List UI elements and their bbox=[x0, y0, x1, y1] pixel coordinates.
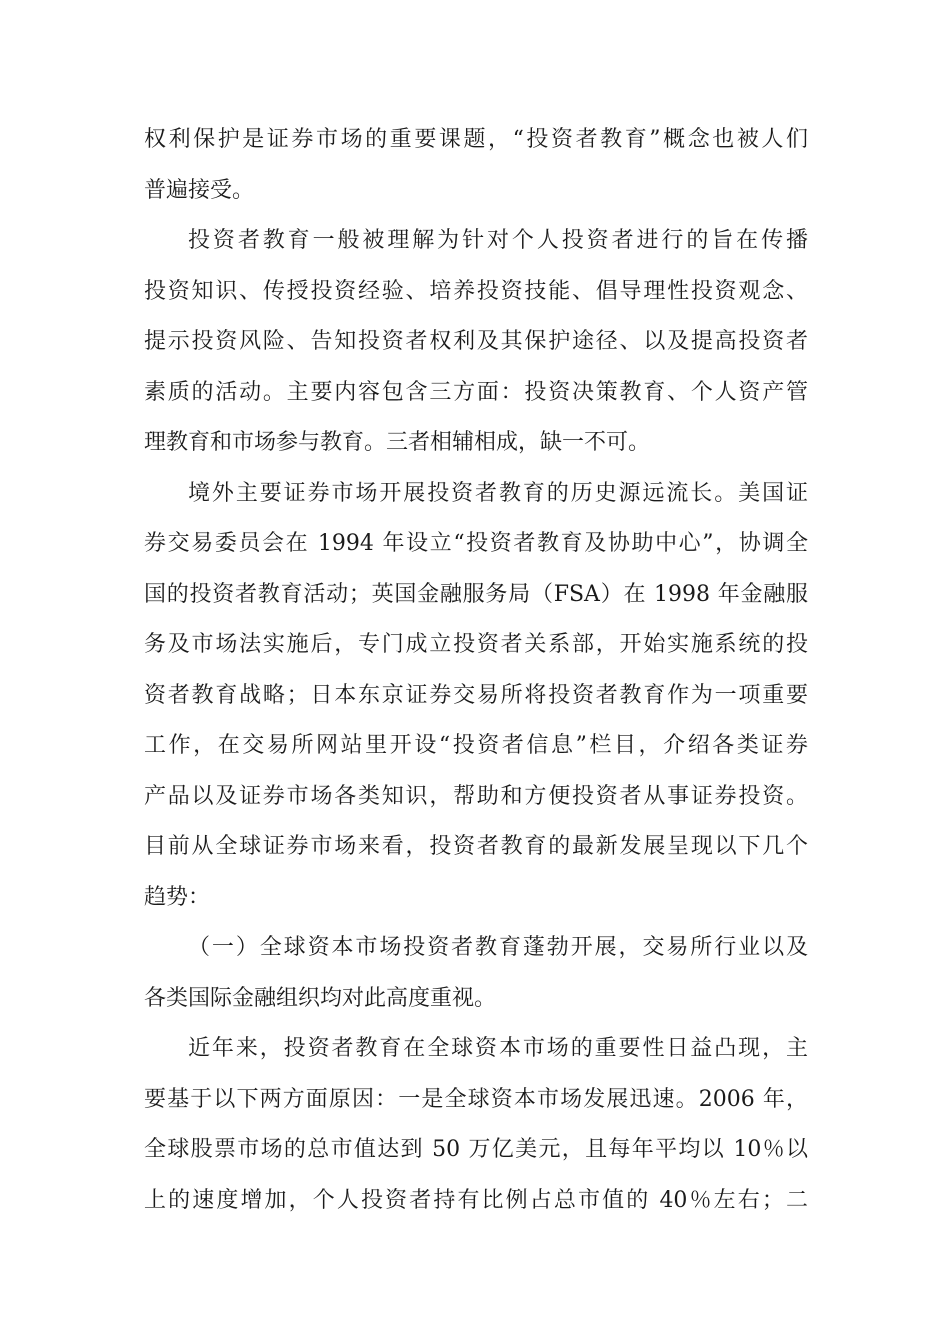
text-line: （一）全球资本市场投资者教育蓬勃开展，交易所行业以及 bbox=[188, 935, 808, 960]
text-line: 投资者教育一般被理解为针对个人投资者进行的旨在传播 bbox=[188, 228, 808, 253]
text-line: 全球股票市场的总市值达到 50 万亿美元，且每年平均以 10％以 bbox=[144, 1137, 808, 1162]
text-line: 素质的活动。主要内容包含三方面：投资决策教育、个人资产管 bbox=[144, 379, 808, 405]
text-line: 务及市场法实施后，专门成立投资者关系部，开始实施系统的投 bbox=[144, 632, 808, 657]
text-line: 投资知识、传授投资经验、培养投资技能、倡导理性投资观念、 bbox=[144, 278, 808, 304]
text-line: 各类国际金融组织均对此高度重视。 bbox=[144, 985, 497, 1011]
body-text bbox=[144, 115, 808, 1226]
text-line: 趋势： bbox=[144, 884, 211, 910]
text-line: 券交易委员会在 1994 年设立“投资者教育及协助中心”，协调全 bbox=[144, 531, 808, 556]
text-line: 提示投资风险、告知投资者权利及其保护途径、以及提高投资者 bbox=[144, 329, 808, 354]
text-line: 理教育和市场参与教育。三者相辅相成，缺一不可。 bbox=[144, 430, 651, 455]
text-line: 境外主要证券市场开展投资者教育的历史源远流长。美国证 bbox=[188, 480, 808, 506]
text-line: 普遍接受。 bbox=[144, 177, 255, 203]
text-line: 产品以及证券市场各类知识，帮助和方便投资者从事证券投资。 bbox=[144, 783, 808, 809]
text-line: 目前从全球证券市场来看，投资者教育的最新发展呈现以下几个 bbox=[144, 834, 808, 859]
text-line: 上的速度增加，个人投资者持有比例占总市值的 40％左右；二 bbox=[144, 1187, 808, 1213]
text-line: 近年来，投资者教育在全球资本市场的重要性日益凸现，主 bbox=[188, 1036, 808, 1061]
text-line: 国的投资者教育活动；英国金融服务局（FSA）在 1998 年金融服 bbox=[144, 581, 808, 607]
text-line: 权利保护是证券市场的重要课题，“投资者教育”概念也被人们 bbox=[144, 127, 808, 152]
text-line: 工作，在交易所网站里开设“投资者信息”栏目，介绍各类证券 bbox=[144, 733, 808, 758]
text-line: 资者教育战略；日本东京证券交易所将投资者教育作为一项重要 bbox=[144, 682, 808, 708]
text-line: 要基于以下两方面原因：一是全球资本市场发展迅速。2006 年， bbox=[144, 1086, 808, 1112]
